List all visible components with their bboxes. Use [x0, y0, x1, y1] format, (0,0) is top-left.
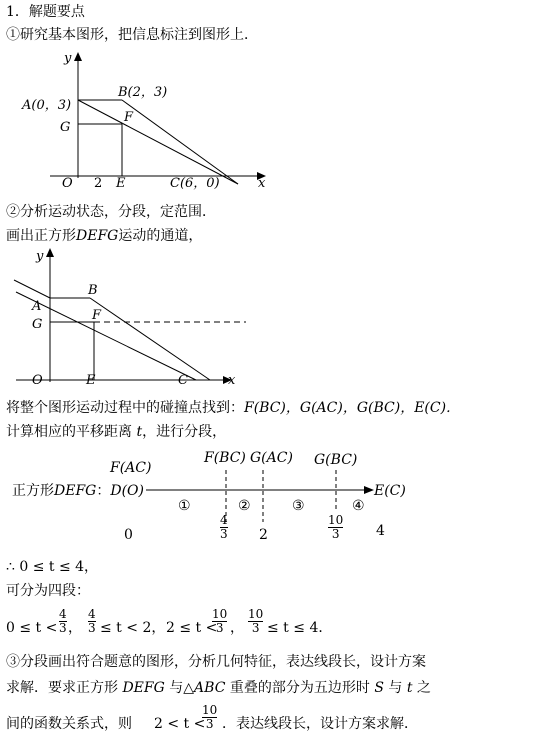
fig1-label-o: O	[62, 176, 73, 191]
segment-3-sep: ，	[230, 620, 244, 636]
fig1-x-label: x	[258, 176, 266, 191]
fig1-label-2: 2	[94, 176, 103, 191]
timeline-segment-2: ②	[238, 498, 251, 514]
timeline-left-label: 正方形DEFG：D(O)	[12, 483, 144, 499]
segment-2-text: ≤ t < 2，	[100, 620, 166, 636]
four-segments-line: 可分为四段：	[6, 583, 90, 599]
timeline-axis	[0, 460, 541, 550]
timeline-segment-4: ④	[352, 498, 365, 514]
fig2-label-f: F	[92, 308, 102, 323]
step-3-inequality: 2 < t <	[154, 716, 206, 732]
fig2-segment-bc	[90, 298, 210, 380]
fig1-label-a: A(0，3)	[22, 98, 72, 113]
fig2-y-arrow	[46, 248, 54, 257]
segment-3-frac: 10 3	[212, 607, 228, 635]
fig2-y-label: y	[36, 249, 44, 264]
fig2-label-a: A	[32, 299, 42, 314]
fig1-label-g: G	[60, 120, 71, 135]
segment-1-sep: ，	[68, 620, 82, 636]
fig1-label-e: E	[116, 176, 126, 191]
fig2-label-b: B	[88, 283, 98, 298]
timeline-arrow	[364, 486, 374, 494]
channel-line: 画出正方形DEFG运动的通道，	[6, 228, 203, 244]
fig1-label-b: B(2，3)	[118, 85, 168, 100]
step-3-line-3c: ．表达线段长，设计方案求解．	[222, 716, 418, 732]
step-1-text: ①研究基本图形，把信息标注到图形上．	[6, 27, 258, 43]
range-line: ∴ 0 ≤ t ≤ 4，	[6, 559, 99, 575]
segment-4-text: ≤ t ≤ 4．	[267, 620, 333, 636]
figure-1	[0, 50, 290, 195]
timeline-label-fac: F(AC)	[110, 460, 152, 476]
segment-1-frac: 4 3	[59, 607, 67, 635]
fig1-y-arrow	[74, 52, 82, 61]
step-3-frac: 10 3	[202, 703, 218, 731]
fig2-x-label: x	[228, 373, 236, 388]
fig2-line-ac	[16, 292, 196, 380]
fig1-label-c: C(6，0)	[170, 176, 220, 191]
timeline-label-ec: E(C)	[374, 483, 406, 499]
calc-line: 计算相应的平移距离 t，进行分段，	[6, 424, 227, 440]
timeline-value-10-3: 10 3	[328, 513, 344, 541]
step-3-line-2: 求解．要求正方形 DEFG 与△ABC 重叠的部分为五边形时 S 与 t 之	[6, 680, 431, 696]
segment-1-text: 0 ≤ t <	[6, 620, 58, 636]
fig2-label-g: G	[32, 317, 43, 332]
fig1-segment-bc	[122, 100, 238, 184]
timeline-segment-1: ①	[178, 498, 191, 514]
fig1-y-label: y	[64, 51, 72, 66]
timeline-segment-3: ③	[292, 498, 305, 514]
timeline-label-gac: G(AC)	[250, 450, 293, 466]
fig2-label-e: E	[86, 373, 96, 388]
collision-line: 将整个图形运动过程中的碰撞点找到：F(BC)，G(AC)，G(BC)，E(C)．	[6, 400, 461, 416]
fig2-label-o: O	[32, 373, 43, 388]
fig2-line-extend	[14, 280, 50, 298]
fig1-label-f: F	[124, 110, 134, 125]
segment-3-text: 2 ≤ t <	[166, 620, 218, 636]
section-heading: 1．解题要点	[6, 4, 85, 20]
step-2-text: ②分析运动状态，分段，定范围．	[6, 204, 216, 220]
step-3-line-1: ③分段画出符合题意的图形，分析几何特征，表达线段长，设计方案	[6, 654, 426, 670]
segment-4-frac: 10 3	[248, 607, 264, 635]
segment-2-frac: 4 3	[88, 607, 96, 635]
figure-2	[0, 246, 260, 392]
timeline-value-4: 4	[376, 523, 385, 539]
timeline-label-gbc: G(BC)	[314, 452, 358, 468]
fig1-segment-ac	[78, 100, 238, 184]
step-3-line-3a: 间的函数关系式，则	[6, 716, 132, 732]
timeline-value-4-3: 4 3	[220, 513, 228, 541]
timeline-label-fbc: F(BC)	[204, 450, 246, 466]
timeline-value-2: 2	[259, 527, 268, 543]
fig2-label-c: C	[178, 373, 188, 388]
timeline-value-0: 0	[124, 527, 133, 543]
